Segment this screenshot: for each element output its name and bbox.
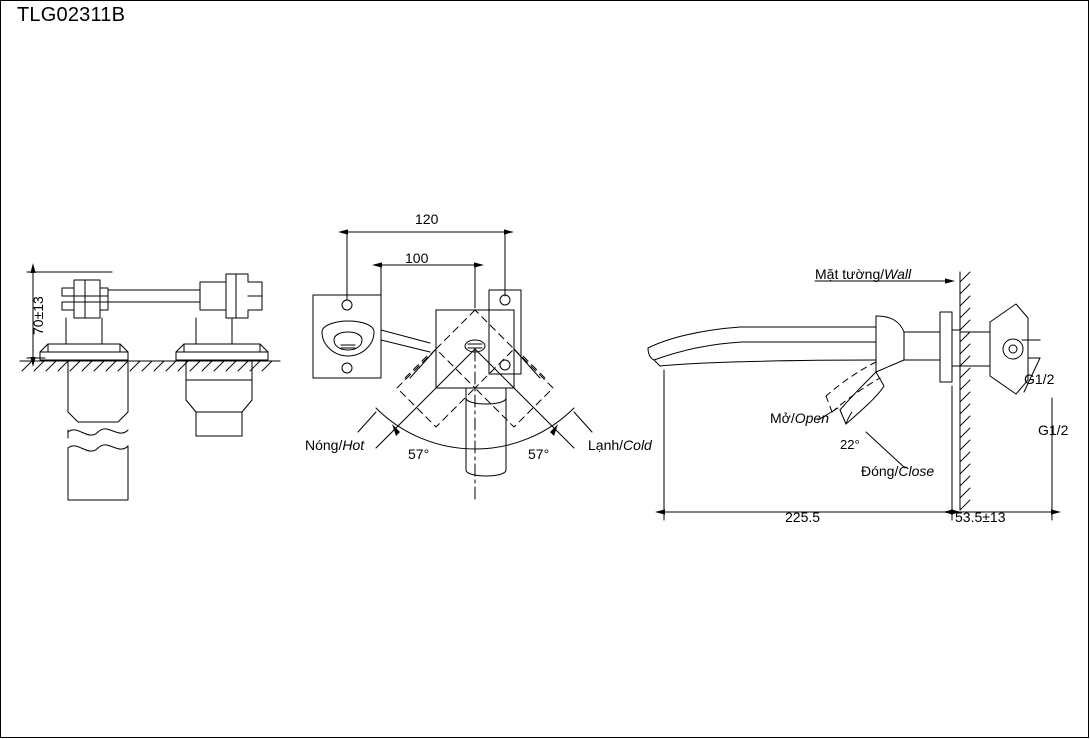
label-open [770, 410, 829, 426]
label-close-en: Close [898, 463, 935, 479]
label-wall [815, 266, 911, 282]
label-hot-vi: Nóng/ [305, 437, 343, 453]
angle-label-left-57: 57° [408, 446, 430, 462]
dim-label-wall-53: 53.5±13 [955, 509, 1006, 525]
label-hot-en: Hot [342, 437, 365, 453]
label-cold [588, 437, 652, 453]
thread-label-top: G1/2 [1024, 371, 1055, 387]
thread-label-bottom: G1/2 [1038, 422, 1069, 438]
label-close-vi: Đóng/ [861, 463, 899, 479]
dim-label-spout-225: 225.5 [785, 509, 821, 525]
page-title: TLG02311B [17, 4, 126, 26]
label-open-en: Open [794, 410, 829, 426]
label-wall-vi: Mặt tường/ [815, 266, 885, 282]
dim-label-100: 100 [405, 250, 429, 266]
angle-label-right-57: 57° [528, 446, 550, 462]
label-close [861, 463, 934, 479]
label-open-vi: Mở/ [770, 410, 795, 426]
label-cold-vi: Lạnh/ [588, 437, 624, 453]
label-wall-en: Wall [884, 266, 912, 282]
angle-label-open-22: 22° [840, 437, 860, 452]
dim-label-height-70: 70±13 [30, 296, 46, 335]
dim-label-120: 120 [415, 211, 439, 227]
label-cold-en: Cold [623, 437, 652, 453]
label-hot [305, 437, 364, 453]
